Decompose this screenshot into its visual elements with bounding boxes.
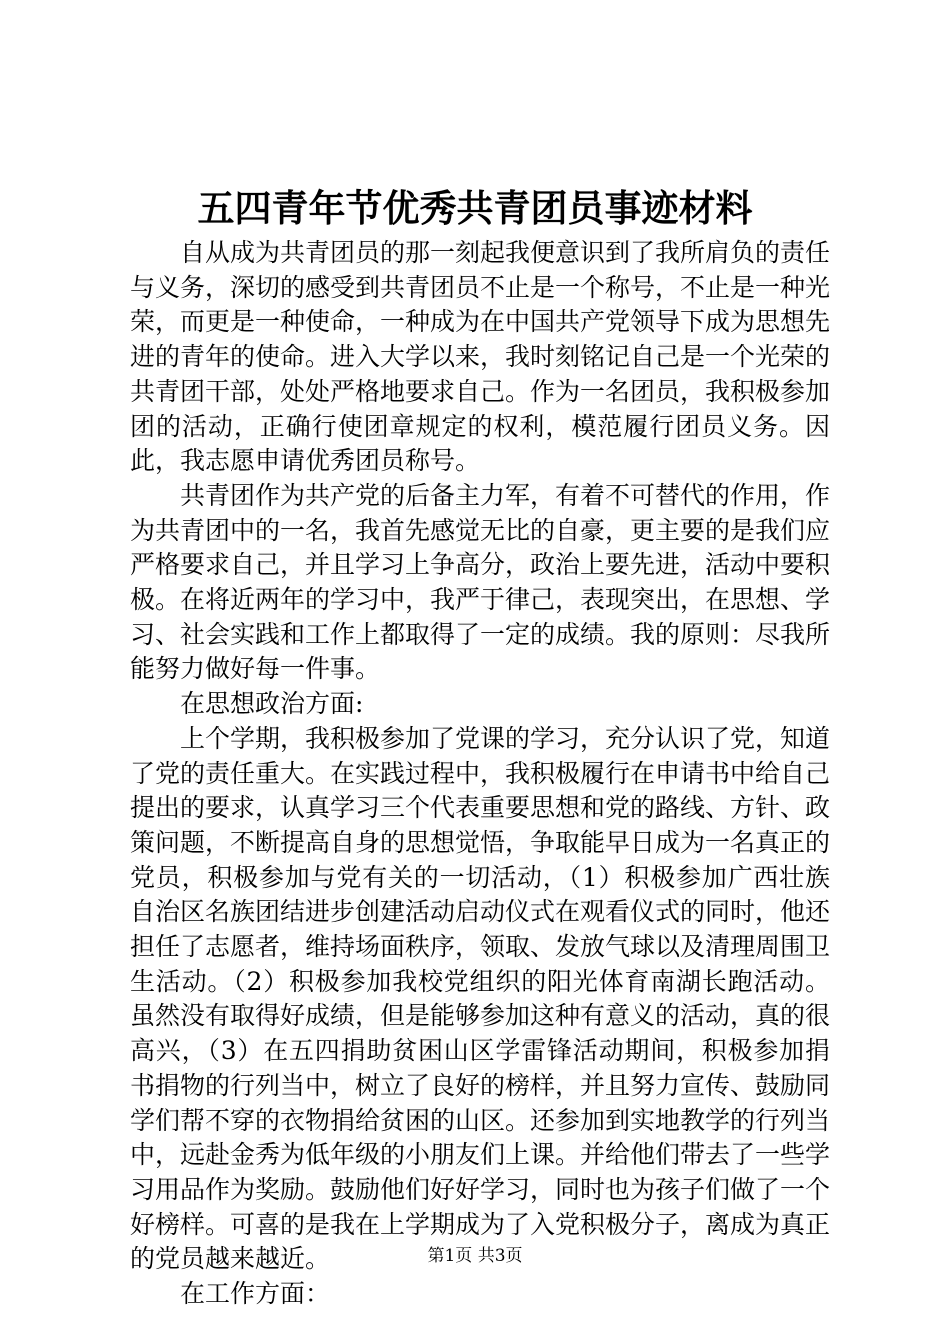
paragraph-ideology: 上个学期，我积极参加了党课的学习，充分认识了党，知道了党的责任重大。在实践过程中，我积极履行在申请书中给自己提出的要求，认真学习三个代表重要思想和党的路线、方针、政策问题，不断提高自身的思想觉悟，争取能早日成为一名真正的党员，积极参加与党有关的一切活动，（1）积极参加广西壮族自治区名族团结进步创建活动启动仪式在观看仪式的同时，他还担任了志愿者，维持场面秩序，领取、发放气球以及清理周围卫生活动。（2）积极参加我校党组织的阳光体育南湖长跑活动。虽然没有取得好成绩，但是能够参加这种有意义的活动，真的很高兴，（3）在五四捐助贫困山区学雷锋活动期间，积极参加捐书捐物的行列当中，树立了良好的榜样，并且努力宣传、鼓励同学们帮不穿的衣物捐给贫困的山区。还参加到实地教学的行列当中，远赴金秀为低年级的小朋友们上课。并给他们带去了一些学习用品作为奖励。鼓励他们好好学习，同时也为孩子们做了一个好榜样。可喜的是我在上学期成为了入党积极分子，离成为真正的党员越来越近。 (130, 723, 831, 1274)
paragraph-intro: 自从成为共青团员的那一刻起我便意识到了我所肩负的责任与义务，深切的感受到共青团员不止是一个称号，不止是一种光荣，而更是一种使命，一种成为在中国共产党领导下成为思想先进的青年的使命。进入大学以来，我时刻铭记自己是一个光荣的共青团干部，处处严格地要求自己。作为一名团员，我积极参加团的活动，正确行使团章规定的权利，模范履行团员义务。因此，我志愿申请优秀团员称号。 (130, 238, 831, 476)
section-heading-ideology: 在思想政治方面: (180, 689, 364, 719)
paragraph-league-role: 共青团作为共产党的后备主力军，有着不可替代的作用，作为共青团中的一名，我首先感觉无比的自豪，更主要的是我们应严格要求自己，并且学习上争高分，政治上要先进，活动中要积极。在将近两年的学习中，我严于律己，表现突出，在思想、学习、社会实践和工作上都取得了一定的成绩。我的原则：尽我所能努力做好每一件事。 (130, 480, 831, 684)
document-title: 五四青年节优秀共青团员事迹材料 (197, 186, 753, 230)
page-footer: 第1页 共3页 (427, 1246, 523, 1266)
document-body (130, 236, 830, 1312)
section-heading-work: 在工作方面： (180, 1279, 331, 1309)
